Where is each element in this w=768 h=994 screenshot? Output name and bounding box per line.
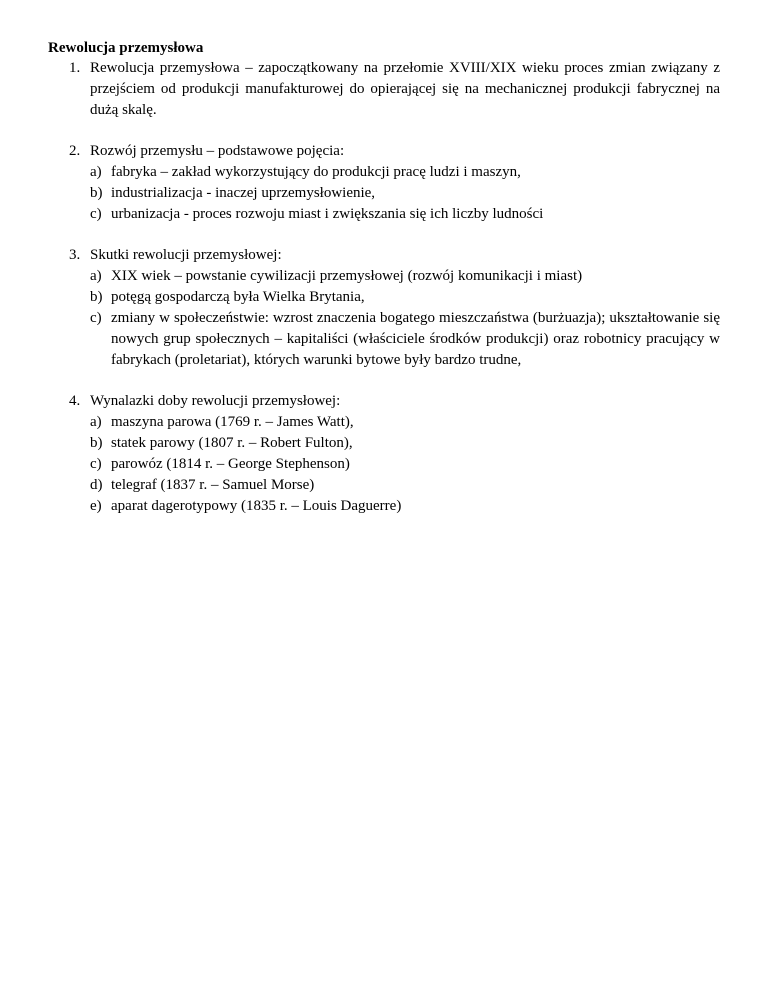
list-item-letter: b)	[90, 289, 103, 305]
section-text: Skutki rewolucji przemysłowej:	[90, 247, 282, 263]
document-title: Rewolucja przemysłowa	[48, 40, 204, 56]
list-item	[90, 308, 720, 371]
section-1	[48, 58, 720, 121]
list-item-letter: c)	[90, 310, 102, 326]
subitem-list	[90, 412, 720, 517]
list-item-letter: e)	[90, 498, 102, 514]
section-3	[48, 245, 720, 371]
list-item	[90, 162, 720, 183]
list-item-text: maszyna parowa (1769 r. – James Watt),	[111, 414, 354, 430]
list-item	[90, 433, 720, 454]
section-list	[48, 58, 720, 517]
list-item	[90, 183, 720, 204]
list-item-letter: c)	[90, 456, 102, 472]
list-item-text: telegraf (1837 r. – Samuel Morse)	[111, 477, 315, 493]
list-item	[90, 454, 720, 475]
list-item-text: XIX wiek – powstanie cywilizacji przemysłowej (rozwój komunikacji i miast)	[111, 268, 583, 284]
section-number: 1.	[69, 60, 81, 76]
list-item	[90, 204, 720, 225]
list-item-text: zmiany w społeczeństwie: wzrost znaczenia bogatego mieszczaństwa (burżuazja); ukształtowanie się nowych grup społecznych – kapitaliści (właściciele środków produkcji) oraz robotnicy pracujący w fabrykach (proletariat), których warunki bytowe były bardzo trudne,	[111, 310, 720, 368]
list-item	[90, 412, 720, 433]
section-2	[48, 141, 720, 225]
list-item-text: potęgą gospodarczą była Wielka Brytania,	[111, 289, 365, 305]
list-item-letter: a)	[90, 268, 102, 284]
list-item-text: statek parowy (1807 r. – Robert Fulton),	[111, 435, 353, 451]
section-text: Wynalazki doby rewolucji przemysłowej:	[90, 393, 341, 409]
list-item-letter: c)	[90, 206, 102, 222]
list-item	[90, 496, 720, 517]
section-text: Rewolucja przemysłowa – zapoczątkowany na przełomie XVIII/XIX wieku proces zmian związany z przejściem od produkcji manufakturowej do opierającej się na mechanicznej produkcji fabrycznej na dużą skalę.	[90, 60, 720, 118]
list-item	[90, 475, 720, 496]
list-item	[90, 266, 720, 287]
list-item-text: parowóz (1814 r. – George Stephenson)	[111, 456, 350, 472]
subitem-list	[90, 162, 720, 225]
document-page	[48, 38, 720, 537]
list-item-text: fabryka – zakład wykorzystujący do produkcji pracę ludzi i maszyn,	[111, 164, 521, 180]
list-item-letter: a)	[90, 414, 102, 430]
section-text: Rozwój przemysłu – podstawowe pojęcia:	[90, 143, 345, 159]
section-number: 2.	[69, 143, 81, 159]
list-item-letter: d)	[90, 477, 103, 493]
list-item-letter: b)	[90, 435, 103, 451]
section-number: 3.	[69, 247, 81, 263]
list-item-text: urbanizacja - proces rozwoju miast i zwiększania się ich liczby ludności	[111, 206, 544, 222]
list-item-text: industrializacja - inaczej uprzemysłowienie,	[111, 185, 376, 201]
list-item	[90, 287, 720, 308]
subitem-list	[90, 266, 720, 371]
section-number: 4.	[69, 393, 81, 409]
list-item-letter: a)	[90, 164, 102, 180]
list-item-letter: b)	[90, 185, 103, 201]
list-item-text: aparat dagerotypowy (1835 r. – Louis Daguerre)	[111, 498, 402, 514]
section-4	[48, 391, 720, 517]
